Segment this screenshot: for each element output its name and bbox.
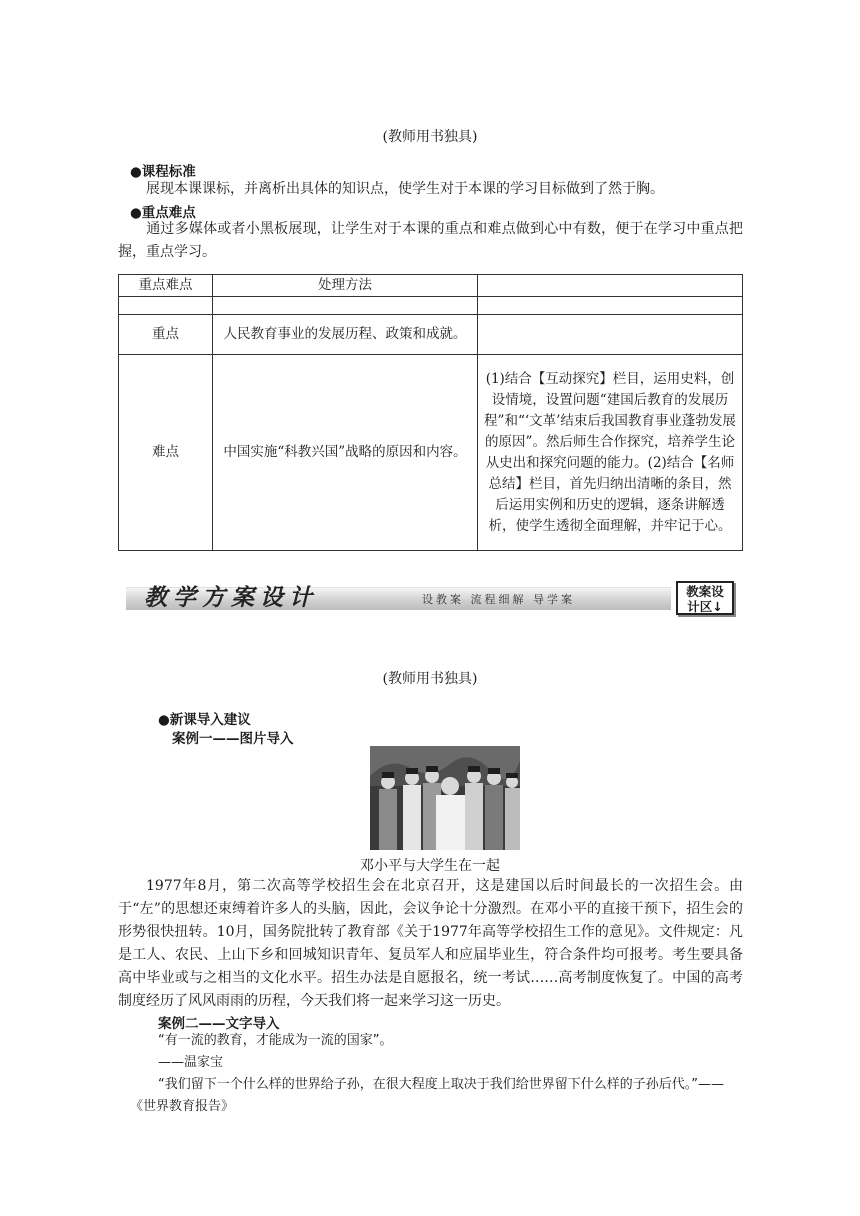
course-standard-text [118, 178, 743, 201]
badge-line-1: 教案设 [686, 584, 724, 599]
table-header-cell: 处理方法 [213, 275, 478, 297]
teacher-only-note-2: (教师用书独具) [382, 671, 478, 687]
case1-text [118, 875, 743, 1013]
key-points-heading: ●重点难点 [130, 205, 196, 221]
table-row [119, 315, 743, 355]
photo-caption: 邓小平与大学生在一起 [360, 858, 500, 874]
historical-photo [370, 746, 520, 850]
table-cell-label: 难点 [119, 355, 213, 551]
table-cell-content: 人民教育事业的发展历程、政策和成就。 [213, 315, 478, 355]
table-header-row [119, 275, 743, 297]
case2-title: 案例二——文字导入 [158, 1016, 280, 1032]
quote-1: “有一流的教育，才能成为一流的国家”。 [158, 1033, 393, 1048]
badge-line-2: 计区↓ [687, 599, 723, 614]
table-cell-label: 重点 [119, 315, 213, 355]
table-row [119, 297, 743, 315]
quote-1-author: ——温家宝 [158, 1055, 224, 1070]
course-standard-heading: ●课程标准 [130, 164, 196, 180]
lesson-design-badge [676, 581, 734, 615]
table-cell [213, 297, 478, 315]
table-row [119, 355, 743, 551]
table-cell-content: 中国实施“科教兴国”战略的原因和内容。 [213, 355, 478, 551]
quote-2: “我们留下一个什么样的世界给子孙，在很大程度上取决于我们给世界留下什么样的子孙后代。”——《世界教育报告》 [130, 1077, 724, 1114]
table-cell-method [478, 315, 743, 355]
intro-suggestion-heading: ●新课导入建议 [158, 712, 251, 728]
photo-image [370, 746, 520, 850]
case1-body: 1977年8月，第二次高等学校招生会在北京召开，这是建国以后时间最长的一次招生会。由于“左”的思想还束缚着许多人的头脑，因此，会议争论十分激烈。在邓小平的直接干预下，招生会的形势很快扭转。10月，国务院批转了教育部《关于1977年高等学校招生工作的意见》。文件规定：凡是工人、农民、上山下乡和回城知识青年、复员军人和应届毕业生，符合条件均可报考。考生要具备高中毕业或与之相当的文化水平。招生办法是自愿报名，统一考试……高考制度恢复了。中国的高考制度经历了风风雨雨的历程，今天我们将一起来学习这一历史。 [118, 878, 743, 1009]
teacher-only-note: (教师用书独具) [382, 129, 478, 145]
table-header-cell [478, 275, 743, 297]
table-cell [119, 297, 213, 315]
key-points-body: 通过多媒体或者小黑板展现，让学生对于本课的重点和难点做到心中有数，便于在学习中重点把握，重点学习。 [118, 221, 743, 260]
key-points-table [118, 274, 743, 551]
key-points-text [118, 218, 743, 264]
case1-title: 案例一——图片导入 [172, 731, 294, 747]
banner-subtitle: 设教案 流程细解 导学案 [422, 593, 575, 606]
table-header-cell: 重点难点 [119, 275, 213, 297]
course-standard-body: 展现本课课标，并离析出具体的知识点，使学生对于本课的学习目标做到了然于胸。 [146, 181, 664, 197]
section-banner [126, 577, 736, 617]
table-cell [478, 297, 743, 315]
table-cell-method: (1)结合【互动探究】栏目，运用史料，创设情境，设置问题“建国后教育的发展历程”和“‘文革’结束后我国教育事业蓬勃发展的原因”。然后师生合作探究，培养学生论从史出和探究问题的能力。(2)结合【名师总结】栏目，首先归纳出清晰的条目，然后运用实例和历史的逻辑，逐条讲解透析，使学生透彻全面理解，并牢记于心。 [478, 355, 743, 551]
banner-title: 教学方案设计 [144, 584, 318, 611]
